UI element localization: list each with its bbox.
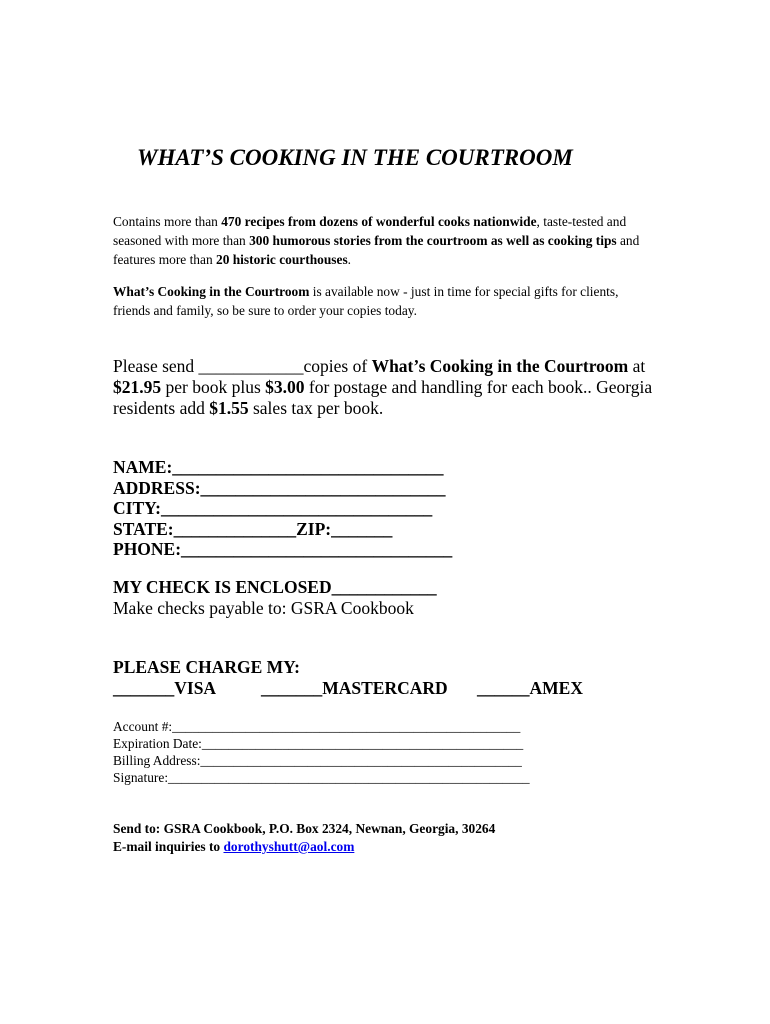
postage-bold: $3.00 <box>265 377 305 397</box>
book-title-bold: What’s Cooking in the Courtroom <box>113 284 310 299</box>
name-field[interactable]: NAME:_______________________________ <box>113 457 444 477</box>
availability-text: is available now - just in time for special gifts for clients, friends and family, so be sure to order your copies today. <box>113 284 619 318</box>
address-field[interactable]: ADDRESS:____________________________ <box>113 477 446 498</box>
account-number-field[interactable]: Account #:____________________________________________________ <box>113 719 521 734</box>
state-zip-field[interactable]: STATE:______________ZIP:_______ <box>113 518 393 539</box>
billing-address-field[interactable]: Billing Address:________________________________________________ <box>113 753 522 768</box>
page-title: WHAT’S COOKING IN THE COURTROOM <box>137 145 573 170</box>
mastercard-option[interactable]: _______MASTERCARD <box>261 677 448 698</box>
account-fields <box>113 718 530 786</box>
price-bold: $21.95 <box>113 377 162 397</box>
check-enclosed-field[interactable]: MY CHECK IS ENCLOSED____________ <box>113 577 437 597</box>
city-field[interactable]: CITY:_______________________________ <box>113 498 433 518</box>
order-paragraph <box>113 356 673 419</box>
email-line <box>113 838 495 856</box>
intro-text: Contains more than <box>113 214 222 229</box>
payable-text: Make checks payable to: GSRA Cookbook <box>113 597 414 618</box>
phone-field[interactable]: PHONE:_______________________________ <box>113 539 453 559</box>
charge-section <box>113 657 583 699</box>
check-section <box>113 577 437 618</box>
charge-heading: PLEASE CHARGE MY: <box>113 657 301 677</box>
send-section <box>113 820 495 856</box>
order-text: Please send ____________copies of <box>113 356 372 376</box>
intro-bold: 300 humorous stories from the courtroom as well as cooking tips <box>249 233 617 248</box>
intro-text: , taste-tested and seasoned with more than <box>113 214 627 248</box>
intro-text: . <box>347 252 352 267</box>
order-text: for postage and handling for each book.. Georgia residents add <box>113 377 653 418</box>
tax-bold: $1.55 <box>209 398 249 418</box>
book-title-bold: What’s Cooking in the Courtroom <box>371 356 629 376</box>
intro-bold: 470 recipes from dozens of wonderful cooks nationwide <box>221 214 537 229</box>
expiration-date-field[interactable]: Expiration Date:________________________________________________ <box>113 736 524 751</box>
intro-paragraph <box>113 212 658 269</box>
availability-paragraph <box>113 282 658 320</box>
email-prefix: E-mail inquiries to <box>113 839 224 854</box>
intro-bold: 20 historic courthouses <box>216 252 348 267</box>
intro-text: and features more than <box>113 233 640 267</box>
order-text: sales tax per book. <box>248 398 384 418</box>
email-link[interactable]: dorothyshutt@aol.com <box>223 839 355 854</box>
address-fields <box>113 457 452 560</box>
signature-field[interactable]: Signature:______________________________________________________ <box>113 770 530 785</box>
order-text: at <box>628 356 646 376</box>
visa-option[interactable]: _______VISA <box>113 677 217 698</box>
order-text: per book plus <box>161 377 266 397</box>
mailing-address: Send to: GSRA Cookbook, P.O. Box 2324, Newnan, Georgia, 30264 <box>113 821 496 836</box>
amex-option[interactable]: ______AMEX <box>477 677 583 698</box>
card-options <box>113 677 583 699</box>
